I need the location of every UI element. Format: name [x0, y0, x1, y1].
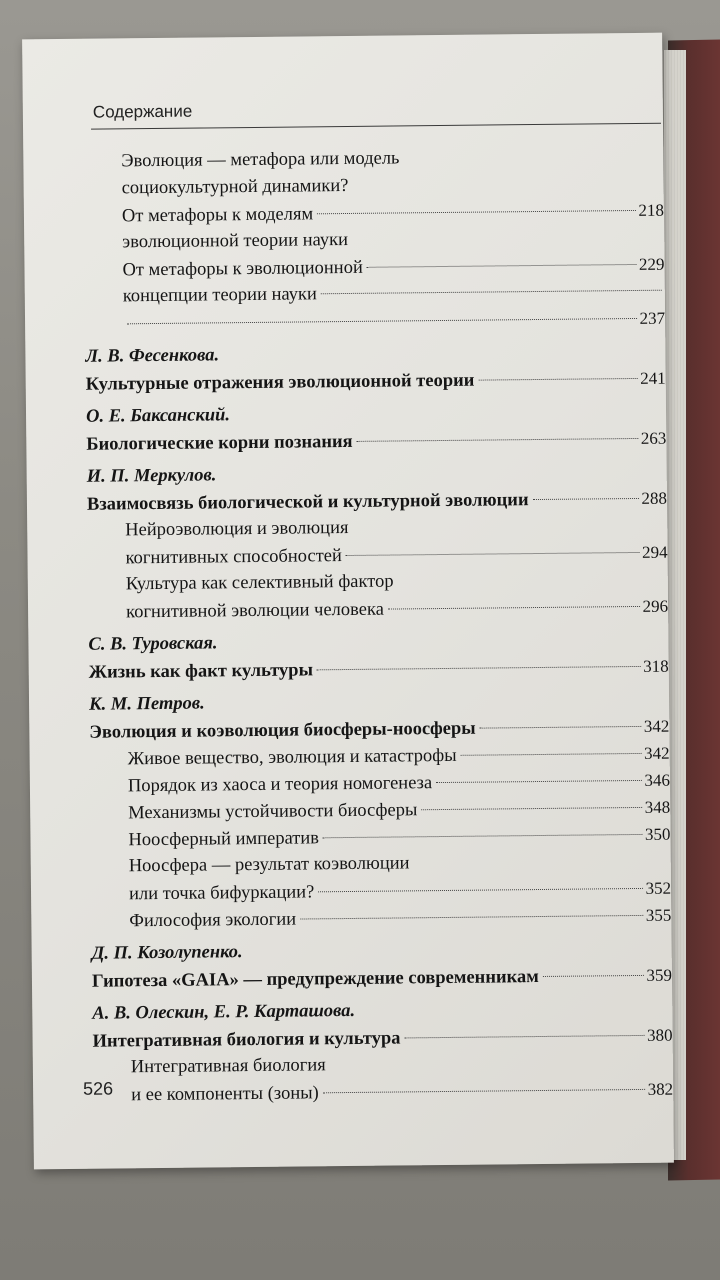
toc-subentry: Ноосферный императив — [128, 828, 320, 851]
toc-author: И. П. Меркулов. — [86, 465, 217, 487]
toc-author: Л. В. Фесенкова. — [85, 345, 220, 367]
toc-subentry: От метафоры к моделям — [121, 204, 314, 227]
toc-author: О. Е. Баксанский. — [85, 405, 231, 427]
toc-author: Д. П. Козолупенко. — [91, 942, 243, 964]
dot-leader — [461, 753, 641, 756]
toc-subentry: Порядок из хаоса и теория номогенеза — [127, 773, 433, 797]
dot-leader — [300, 915, 643, 920]
toc-page-number: 218 — [638, 200, 665, 220]
toc-page-number: 294 — [641, 542, 668, 562]
toc-subentry: Культура как селективный фактор — [125, 571, 394, 595]
toc-page-number: 263 — [640, 428, 667, 448]
toc-subentry: эволюционной теории науки — [122, 229, 349, 253]
toc-page-number: 359 — [646, 965, 673, 985]
toc-page-number: 382 — [647, 1079, 674, 1099]
toc-title: Жизнь как факт культуры — [88, 660, 314, 683]
toc-subentry: Механизмы устойчивости биосферы — [128, 800, 418, 824]
toc-page-number: 350 — [644, 824, 671, 844]
toc-page-number: 318 — [643, 656, 669, 676]
dot-leader — [480, 726, 641, 729]
toc-subentry: Нейроэволюция и эволюция — [125, 517, 349, 541]
header-rule — [91, 123, 661, 130]
toc-subentry: социокультурной динамики? — [121, 175, 349, 199]
toc-title: Взаимосвязь биологической и культурной эволюции — [86, 490, 529, 515]
toc-page-number: 241 — [640, 368, 666, 388]
toc-subentry: От метафоры к эволюционной — [122, 257, 363, 281]
toc-page-number: 342 — [644, 743, 670, 763]
toc-subentry: когнитивной эволюции человека — [126, 599, 384, 623]
dot-leader — [352, 182, 660, 186]
toc-entry — [92, 962, 672, 995]
toc-title: Гипотеза «GAIA» — предупреждение современникам — [91, 967, 539, 992]
dot-leader — [317, 666, 640, 670]
toc-subentry: и ее компоненты (зоны) — [131, 1083, 319, 1106]
dot-leader — [398, 578, 665, 582]
toc-entry — [85, 305, 665, 338]
toc-entry — [91, 902, 671, 935]
toc-page-number: 346 — [644, 770, 670, 790]
dot-leader — [436, 780, 641, 783]
running-header: Содержание — [92, 101, 193, 122]
dot-leader — [323, 1089, 645, 1093]
toc-entry — [86, 425, 666, 458]
toc-subentry: Интегративная биология — [130, 1055, 326, 1078]
toc-page-number: 237 — [639, 308, 666, 328]
toc-subentry: когнитивных способностей — [125, 546, 342, 569]
dot-leader — [127, 318, 636, 324]
toc-page-number: 296 — [642, 596, 669, 616]
toc-entry — [89, 653, 669, 686]
dot-leader — [317, 210, 635, 214]
dot-leader — [388, 606, 640, 610]
toc-author: С. В. Туровская. — [88, 633, 218, 655]
dot-leader — [352, 236, 661, 240]
toc-page-number: 288 — [641, 488, 668, 508]
toc-title: Интегративная биология и культура — [92, 1028, 401, 1052]
toc-entry — [86, 365, 666, 398]
toc-title: Культурные отражения эволюционной теории — [85, 370, 475, 395]
toc-page-number: 352 — [645, 878, 672, 898]
dot-leader — [414, 860, 668, 864]
dot-leader — [533, 498, 639, 500]
toc-subentry: Ноосфера — результат коэволюции — [128, 853, 410, 877]
dot-leader — [421, 807, 641, 810]
toc-author: А. В. Олескин, Е. Р. Карташова. — [92, 1000, 356, 1024]
dot-leader — [478, 378, 637, 381]
dot-leader — [321, 290, 662, 295]
book-page — [22, 33, 674, 1170]
toc-entry — [93, 1076, 673, 1109]
toc-page-number: 380 — [646, 1025, 673, 1045]
toc-subentry: Живое вещество, эволюция и катастрофы — [127, 745, 457, 770]
dot-leader — [543, 975, 644, 977]
dot-leader — [330, 1061, 670, 1066]
dot-leader — [403, 155, 660, 159]
toc-entry — [88, 593, 668, 626]
toc-subentry: Философия экологии — [129, 909, 297, 932]
toc-title: Биологические корни познания — [86, 431, 353, 455]
dot-leader — [357, 438, 638, 442]
dot-leader — [352, 524, 664, 528]
dot-leader — [318, 888, 642, 892]
toc-page-number: 342 — [643, 716, 670, 736]
page-number: 526 — [82, 1078, 114, 1099]
toc-page-number: 355 — [645, 905, 672, 925]
dot-leader — [346, 552, 639, 556]
toc-author: К. М. Петров. — [88, 693, 205, 715]
toc-page-number: 229 — [638, 254, 665, 274]
table-of-contents — [83, 143, 673, 1109]
toc-subentry: или точка бифуркации? — [128, 882, 315, 905]
dot-leader — [323, 834, 642, 838]
dot-leader — [367, 264, 636, 268]
toc-subentry: концепции теории науки — [122, 284, 317, 307]
toc-page-number: 348 — [644, 797, 671, 817]
toc-subentry: Эволюция — метафора или модель — [121, 148, 400, 172]
toc-title: Эволюция и коэволюция биосферы-ноосферы — [89, 718, 476, 743]
dot-leader — [404, 1035, 644, 1039]
